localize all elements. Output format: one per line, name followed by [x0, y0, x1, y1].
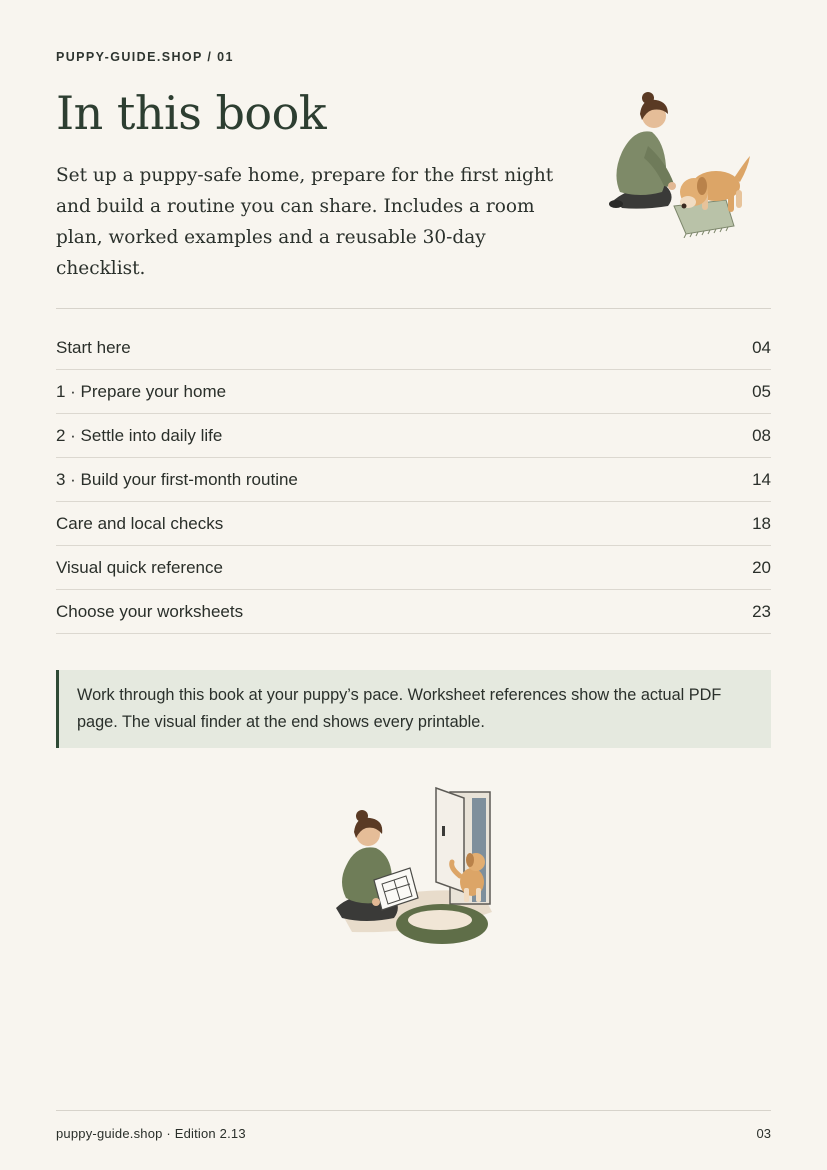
- toc-item-prepare-your-home[interactable]: [56, 370, 771, 414]
- intro-paragraph: Set up a puppy-safe home, prepare for the first night and build a routine you can share. Includes a room plan, worked examples and a reusable 30-day checklist.: [56, 165, 554, 279]
- woman-with-puppy-illustration: [604, 88, 760, 238]
- toc-item-label: 2 · Settle into daily life: [56, 425, 223, 445]
- toc-item-page: 23: [752, 601, 771, 621]
- toc-item-visual-quick-reference[interactable]: [56, 546, 771, 590]
- toc-item-page: 04: [752, 337, 771, 357]
- toc-item-start-here[interactable]: [56, 326, 771, 370]
- footer-site: puppy-guide.shop · Edition 2.13: [56, 1126, 246, 1141]
- toc-item-page: 14: [752, 469, 771, 489]
- divider: [56, 308, 771, 309]
- table-of-contents: [56, 326, 771, 634]
- kicker: PUPPY-GUIDE.SHOP / 01: [56, 50, 234, 64]
- callout-note: Work through this book at your puppy’s pace. Worksheet references show the actual PDF page. The visual finder at the end shows every printable.: [56, 670, 771, 748]
- footer-page-number: 03: [756, 1126, 771, 1141]
- toc-item-first-month-routine[interactable]: [56, 458, 771, 502]
- toc-item-label: Choose your worksheets: [56, 601, 244, 621]
- toc-item-label: Visual quick reference: [56, 557, 223, 577]
- toc-item-page: 20: [752, 557, 771, 577]
- toc-item-page: 08: [752, 425, 771, 445]
- toc-item-page: 05: [752, 381, 771, 401]
- toc-item-settle-into-daily-life[interactable]: [56, 414, 771, 458]
- toc-item-label: Care and local checks: [56, 513, 224, 533]
- toc-item-label: 1 · Prepare your home: [56, 381, 227, 401]
- toc-item-page: 18: [752, 513, 771, 533]
- divider: [56, 1110, 771, 1111]
- page-title: In this book: [56, 86, 327, 140]
- toc-item-care-and-local-checks[interactable]: [56, 502, 771, 546]
- document-page: [56, 0, 771, 1170]
- woman-floor-plan-puppy-illustration: [332, 784, 498, 950]
- toc-item-choose-your-worksheets[interactable]: [56, 590, 771, 634]
- toc-item-label: 3 · Build your first-month routine: [56, 469, 298, 489]
- toc-item-label: Start here: [56, 337, 131, 357]
